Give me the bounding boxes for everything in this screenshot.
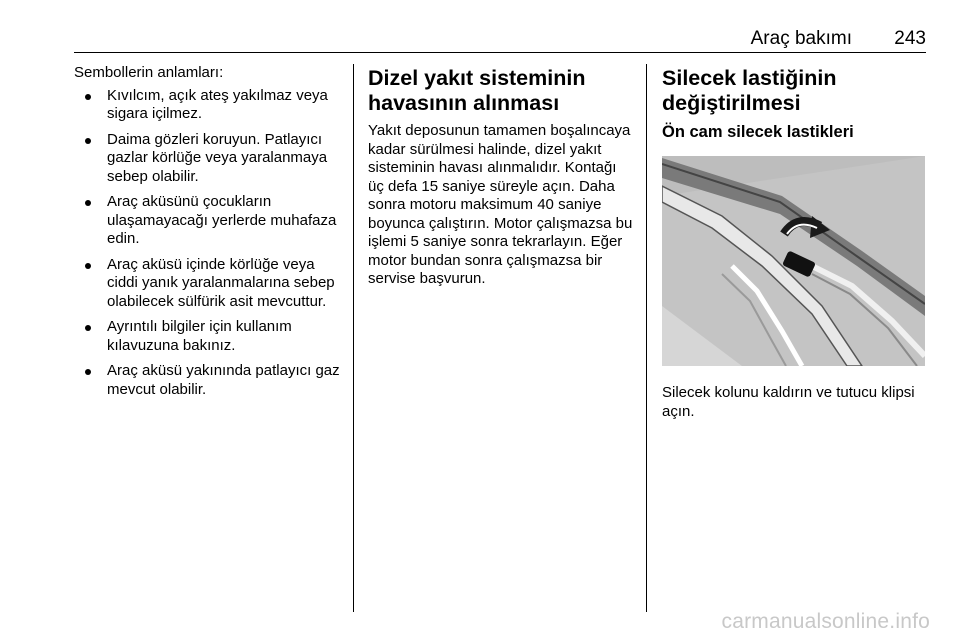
list-item: Araç aküsü içinde körlüğe veya ciddi yanık yaralanmalarına sebep olabilecek sülfürik asit mevcuttur. [74, 256, 344, 312]
column-2 [368, 64, 636, 289]
section-heading-diesel: Dizel yakıt sisteminin havasının alınması [368, 66, 586, 115]
bullet-dot-icon [85, 138, 91, 144]
watermark: carmanualsonline.info [721, 610, 930, 633]
list-item: Araç aküsü yakınında patlayıcı gaz mevcut olabilir. [74, 362, 344, 399]
header-rule [74, 52, 926, 53]
subheading-front-wiper: Ön cam silecek lastikleri [662, 123, 854, 141]
symbols-intro: Sembollerin anlamları: [74, 64, 224, 81]
section-heading-wiper: Silecek lastiğinin değiştirilmesi [662, 66, 837, 115]
bullet-dot-icon [85, 94, 91, 100]
column-3 [662, 64, 930, 142]
wiper-illustration [662, 156, 925, 366]
column-1 [74, 64, 344, 406]
column-divider-2 [646, 64, 647, 612]
column-divider-1 [353, 64, 354, 612]
chapter-title: Araç bakımı [750, 28, 852, 49]
list-item: Ayrıntılı bilgiler için kullanım kılavuzuna bakınız. [74, 318, 344, 355]
list-item: Kıvılcım, açık ateş yakılmaz veya sigara içilmez. [74, 87, 344, 124]
list-item: Daima gözleri koruyun. Patlayıcı gazlar körlüğe veya yaralanmaya sebep olabilir. [74, 131, 344, 187]
bullet-dot-icon [85, 263, 91, 269]
wiper-caption-text: Silecek kolunu kaldırın ve tutucu klipsi açın. [662, 384, 915, 420]
symbols-list [74, 87, 344, 400]
wiper-blade-image [662, 156, 925, 366]
figure-caption [662, 384, 930, 421]
page-header [0, 28, 960, 58]
bullet-dot-icon [85, 325, 91, 331]
page-number: 243 [894, 28, 926, 49]
bullet-dot-icon [85, 369, 91, 375]
diesel-body-text: Yakıt deposunun tamamen boşalıncaya kadar sürülmesi halinde, dizel yakıt sisteminin havası alınmalıdır. Kontağı üç defa 15 saniye süreyle açın. Daha sonra motoru maksimum 40 saniye boyunca çalıştırın. Motor çalışmazsa bu işlemi 5 saniye sonra tekrarlayın. Eğer motor bundan sonra çalışmazsa bir servise başvurun. [368, 122, 633, 287]
bullet-dot-icon [85, 200, 91, 206]
list-item: Araç aküsünü çocukların ulaşamayacağı yerlerde muhafaza edin. [74, 193, 344, 249]
